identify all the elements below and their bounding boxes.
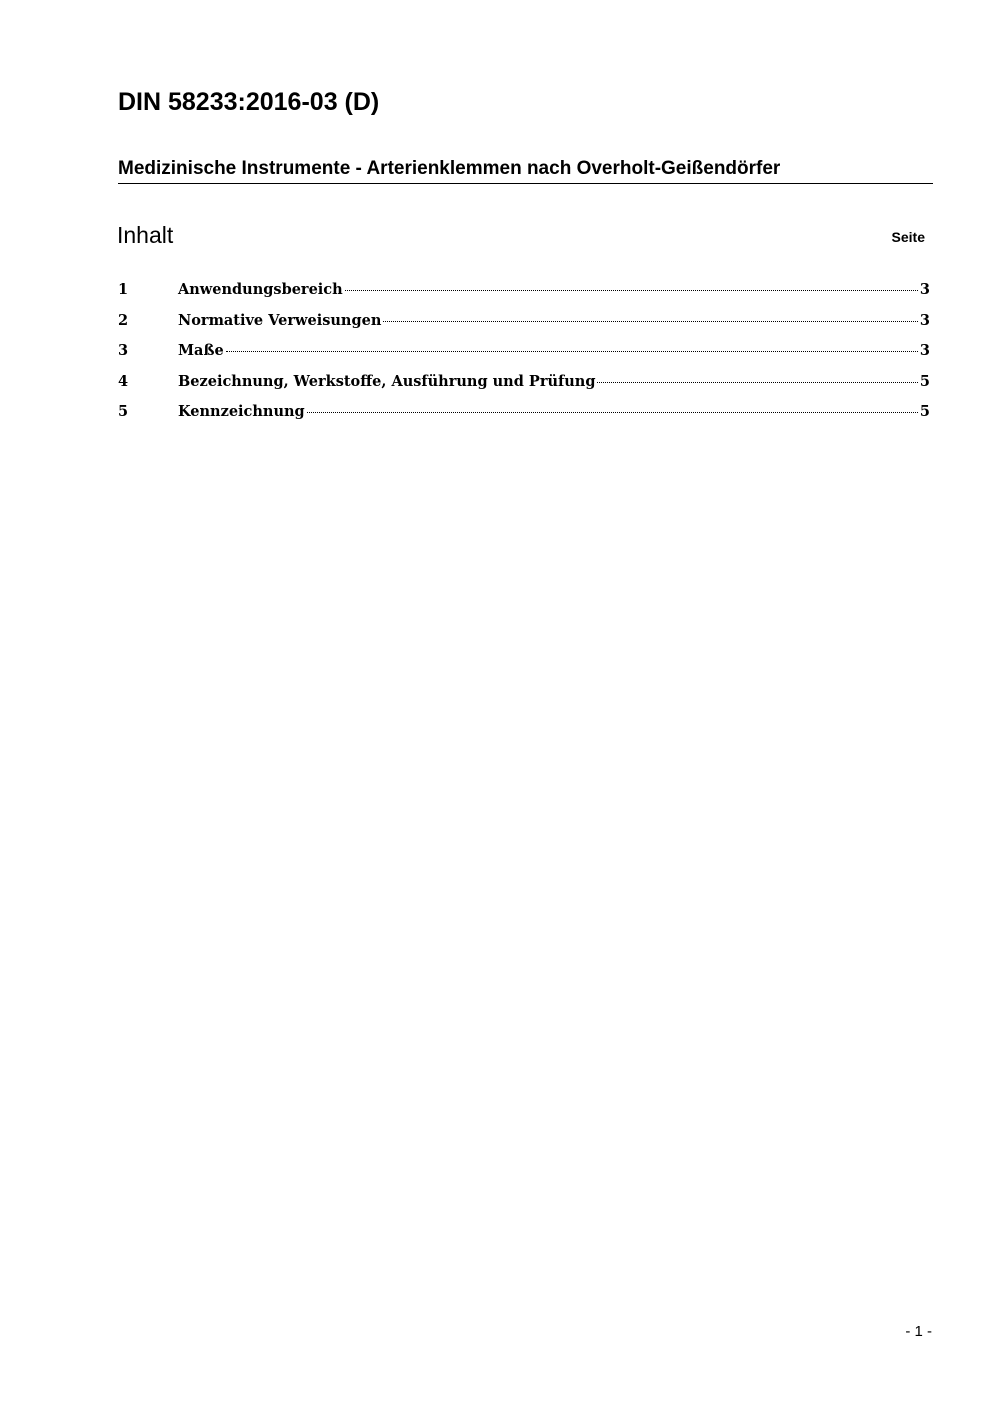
- page-number: - 1 -: [905, 1323, 932, 1340]
- toc-entry-title: Anwendungsbereich: [178, 281, 343, 298]
- toc-page-column-heading: Seite: [891, 229, 925, 245]
- toc-entry-page: 3: [919, 281, 930, 298]
- toc-entry-kennzeichnung[interactable]: [118, 400, 930, 431]
- toc-entry-page: 3: [919, 342, 930, 359]
- toc-entry-number: 4: [118, 372, 129, 390]
- document-title-block: [118, 158, 933, 184]
- toc-entry-page: 5: [919, 403, 930, 420]
- toc-dot-leader: [345, 290, 918, 291]
- toc-dot-leader: [383, 321, 918, 322]
- toc-entry-number: 3: [118, 342, 129, 359]
- toc-entry-number: 2: [118, 311, 129, 329]
- toc-entry-number: 1: [118, 281, 129, 298]
- document-title: Medizinische Instrumente - Arterienklemmen nach Overholt-Geißendörfer: [118, 158, 781, 179]
- toc-entry-masse[interactable]: [118, 339, 930, 370]
- toc-entry-normative-verweisungen[interactable]: [118, 309, 930, 340]
- toc-heading: Inhalt: [117, 222, 174, 248]
- toc-entry-title: Normative Verweisungen: [178, 311, 382, 329]
- toc-entry-title: Bezeichnung, Werkstoffe, Ausführung und Prüfung: [178, 372, 596, 390]
- toc-entry-bezeichnung[interactable]: [118, 370, 930, 401]
- toc-entry-title: Kennzeichnung: [178, 403, 305, 420]
- toc-entry-title: Maße: [178, 342, 224, 359]
- toc-entry-page: 5: [919, 372, 930, 390]
- toc-dot-leader: [226, 351, 918, 352]
- toc-entry-anwendungsbereich[interactable]: [118, 278, 930, 309]
- document-id: DIN 58233:2016-03 (D): [118, 88, 380, 116]
- toc-dot-leader: [307, 412, 918, 413]
- table-of-contents: [118, 278, 930, 431]
- toc-entry-number: 5: [118, 403, 129, 420]
- toc-dot-leader: [597, 382, 917, 383]
- toc-entry-page: 3: [919, 311, 930, 329]
